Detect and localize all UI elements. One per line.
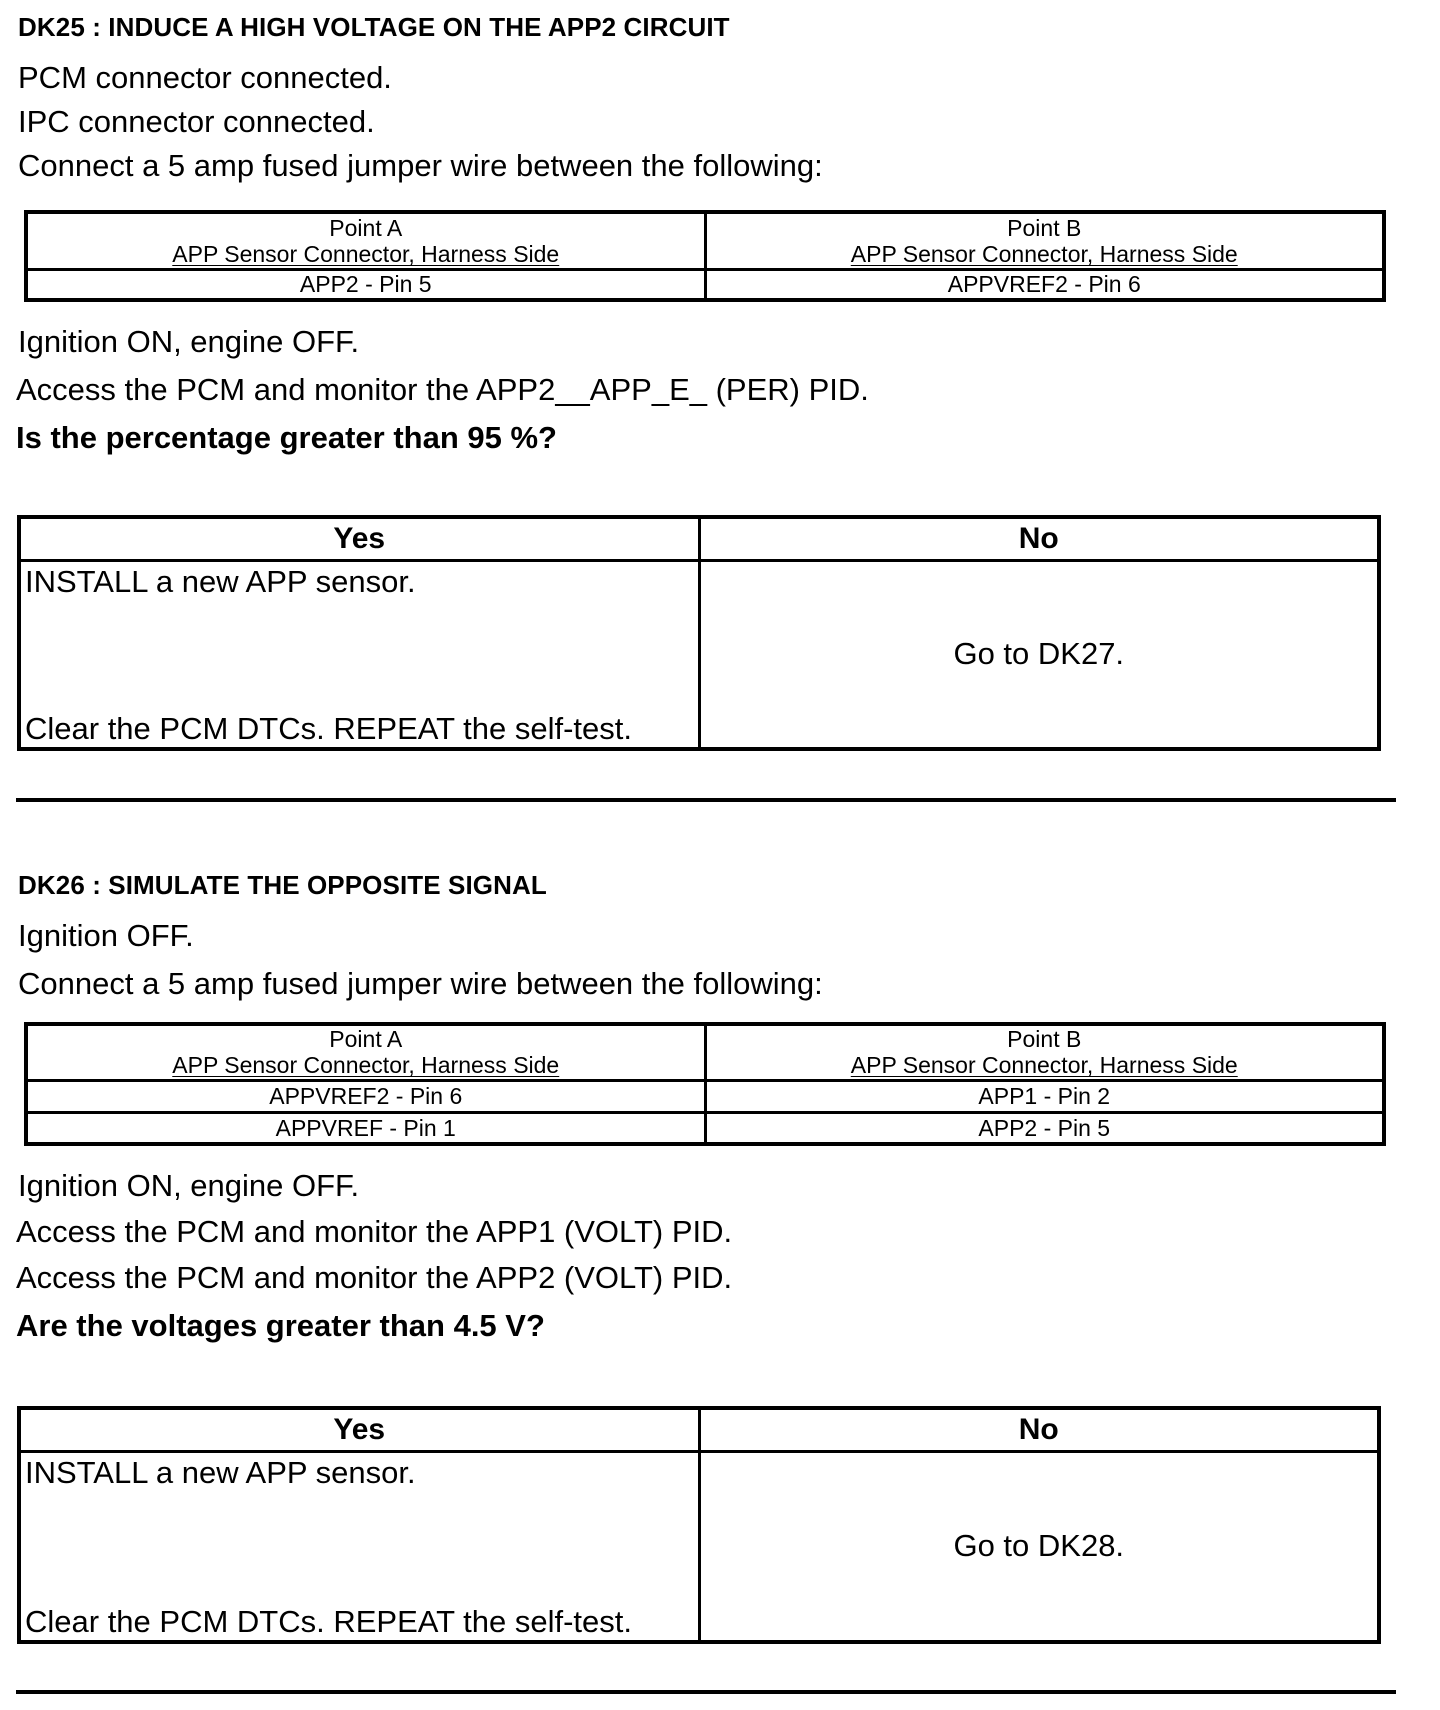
dk26-line-connect-jumper: Connect a 5 amp fused jumper wire between the following:	[18, 966, 823, 1001]
dk26-point-a-header	[26, 1024, 705, 1080]
dk26-jumper-table	[24, 1022, 1386, 1146]
dk25-yes-cell	[19, 561, 699, 749]
dk25-no-header: No	[699, 517, 1379, 561]
dk25-question: Is the percentage greater than 95 %?	[16, 420, 557, 455]
dk26-line-ignition-on: Ignition ON, engine OFF.	[18, 1168, 360, 1203]
dk26-row1-point-a: APPVREF2 - Pin 6	[26, 1080, 705, 1112]
section-divider	[16, 798, 1396, 802]
dk25-jumper-table	[24, 210, 1386, 302]
dk26-yes-cell	[19, 1452, 699, 1642]
dk25-no-goto: Go to DK27.	[699, 561, 1379, 749]
dk25-point-b-header	[705, 212, 1384, 269]
dk26-line-monitor-app2: Access the PCM and monitor the APP2 (VOLT) PID.	[16, 1260, 733, 1295]
dk26-yes-install: INSTALL a new APP sensor.	[25, 1455, 416, 1490]
dk25-row1-point-b: APPVREF2 - Pin 6	[705, 269, 1384, 300]
dk25-yes-header: Yes	[19, 517, 699, 561]
dk26-point-b-header	[705, 1024, 1384, 1080]
dk25-line-connect-jumper: Connect a 5 amp fused jumper wire between the following:	[18, 148, 823, 183]
dk25-line-ignition-on: Ignition ON, engine OFF.	[18, 324, 360, 359]
dk26-point-a-sub: APP Sensor Connector, Harness Side	[172, 1052, 560, 1079]
dk26-point-b-sub: APP Sensor Connector, Harness Side	[850, 1052, 1238, 1079]
dk25-row1-point-a: APP2 - Pin 5	[26, 269, 705, 300]
dk26-yes-clear-dtcs: Clear the PCM DTCs. REPEAT the self-test.	[25, 1603, 632, 1639]
dk26-no-goto: Go to DK28.	[699, 1452, 1379, 1642]
dk26-point-a-label: Point A	[329, 1026, 403, 1053]
dk25-line-pcm-connector: PCM connector connected.	[18, 60, 392, 95]
dk25-result-table	[17, 515, 1381, 751]
dk26-line-ignition-off: Ignition OFF.	[18, 918, 194, 953]
dk25-line-ipc-connector: IPC connector connected.	[18, 104, 375, 139]
dk26-row2-point-a: APPVREF - Pin 1	[26, 1112, 705, 1144]
dk26-result-table	[17, 1406, 1381, 1644]
dk25-yes-install: INSTALL a new APP sensor.	[25, 564, 416, 599]
dk26-line-monitor-app1: Access the PCM and monitor the APP1 (VOLT) PID.	[16, 1214, 733, 1249]
dk25-point-a-sub: APP Sensor Connector, Harness Side	[172, 240, 560, 267]
dk26-point-b-label: Point B	[1007, 1026, 1082, 1053]
dk26-row2-point-b: APP2 - Pin 5	[705, 1112, 1384, 1144]
dk26-title: DK26 : SIMULATE THE OPPOSITE SIGNAL	[18, 870, 547, 900]
dk25-point-b-label: Point B	[1007, 214, 1082, 241]
dk25-yes-clear-dtcs: Clear the PCM DTCs. REPEAT the self-test.	[25, 710, 632, 746]
dk26-no-header: No	[699, 1408, 1379, 1452]
dk25-line-monitor-pid: Access the PCM and monitor the APP2__APP_E_ (PER) PID.	[16, 372, 869, 407]
dk25-point-a-header	[26, 212, 705, 269]
dk26-yes-header: Yes	[19, 1408, 699, 1452]
dk25-point-b-sub: APP Sensor Connector, Harness Side	[850, 240, 1238, 267]
dk25-point-a-label: Point A	[329, 214, 403, 241]
dk26-question: Are the voltages greater than 4.5 V?	[16, 1308, 545, 1343]
section-divider-bottom	[16, 1690, 1396, 1694]
dk25-title: DK25 : INDUCE A HIGH VOLTAGE ON THE APP2 CIRCUIT	[18, 12, 730, 42]
dk26-row1-point-b: APP1 - Pin 2	[705, 1080, 1384, 1112]
